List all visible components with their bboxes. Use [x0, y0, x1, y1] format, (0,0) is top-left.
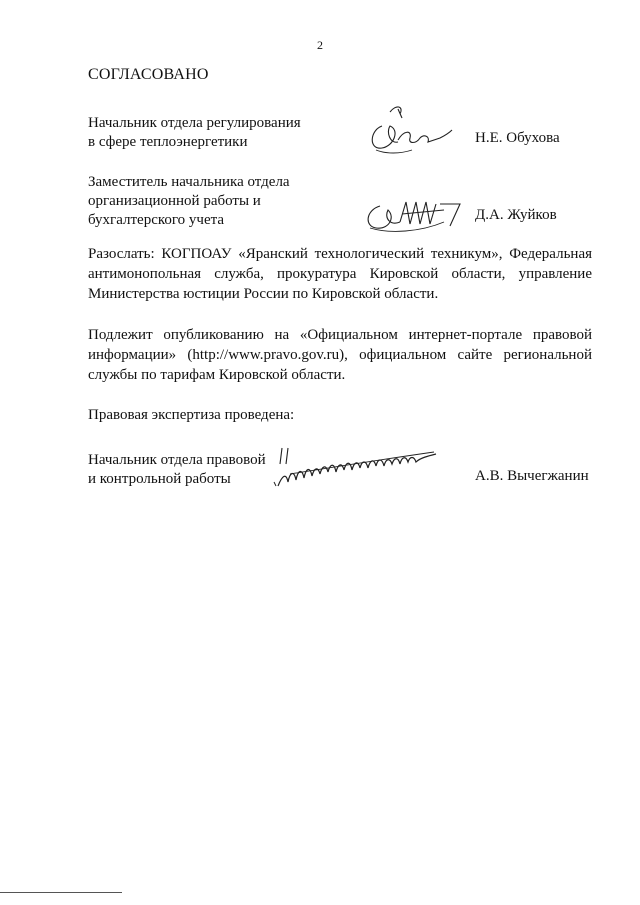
legal-review-name: А.В. Вычегжанин — [475, 468, 589, 484]
legal-review-position-line-2: и контрольной работы — [88, 471, 231, 487]
legal-review-signature — [268, 442, 444, 490]
legal-review-position-line-1: Начальник отдела правовой — [88, 452, 266, 468]
approver-1-position — [88, 114, 328, 152]
approver-2-position-line-2: организационной работы и — [88, 193, 261, 209]
approver-2-position-line-3: бухгалтерского учета — [88, 212, 225, 228]
approver-2-signature — [360, 192, 470, 242]
approver-2-name: Д.А. Жуйков — [475, 207, 557, 223]
approver-2-position — [88, 173, 328, 230]
distribution-list: Разослать: КОГПОАУ «Яранский технологический техникум», Федеральная антимонопольная служба, прокуратура Кировской области, управление Министерства юстиции России по Кировской области. — [88, 246, 592, 302]
legal-review-heading: Правовая экспертиза проведена: — [88, 407, 295, 423]
approver-1-position-line-1: Начальник отдела регулирования — [88, 115, 301, 131]
approval-heading: СОГЛАСОВАНО — [88, 66, 209, 83]
footnote-separator — [0, 892, 122, 893]
approver-1-name: Н.Е. Обухова — [475, 130, 560, 146]
publication-note: Подлежит опубликованию на «Официальном интернет-портале правовой информации» (http://www.pravo.gov.ru), официальном сайте региональной службы по тарифам Кировской области. — [88, 327, 592, 383]
approver-1-signature — [360, 100, 460, 158]
page-number: 2 — [317, 38, 323, 52]
legal-review-position — [88, 451, 288, 489]
approver-1-position-line-2: в сфере теплоэнергетики — [88, 134, 248, 150]
approver-2-position-line-1: Заместитель начальника отдела — [88, 174, 290, 190]
